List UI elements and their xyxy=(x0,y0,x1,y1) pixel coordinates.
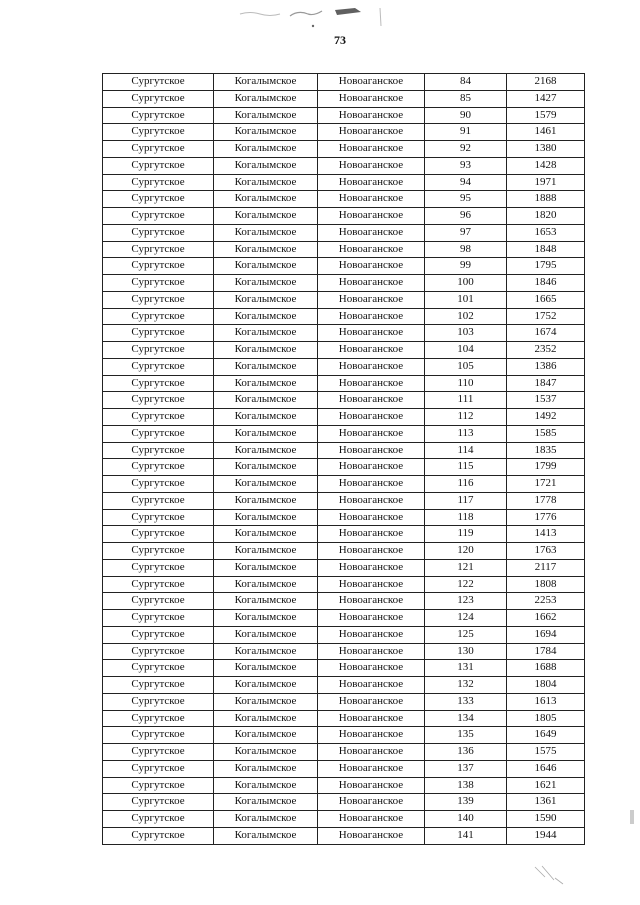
cell-value: 1413 xyxy=(507,526,585,543)
cell-value: 1694 xyxy=(507,626,585,643)
table-row xyxy=(103,325,585,342)
cell-region: Сургутское xyxy=(103,727,214,744)
cell-region: Сургутское xyxy=(103,559,214,576)
table-row xyxy=(103,710,585,727)
table-row xyxy=(103,593,585,610)
cell-number: 98 xyxy=(425,241,507,258)
cell-field: Новоаганское xyxy=(318,492,425,509)
cell-district: Когалымское xyxy=(214,375,318,392)
cell-district: Когалымское xyxy=(214,777,318,794)
cell-field: Новоаганское xyxy=(318,258,425,275)
cell-region: Сургутское xyxy=(103,811,214,828)
cell-number: 118 xyxy=(425,509,507,526)
cell-district: Когалымское xyxy=(214,626,318,643)
cell-region: Сургутское xyxy=(103,442,214,459)
cell-field: Новоаганское xyxy=(318,275,425,292)
table-row xyxy=(103,157,585,174)
cell-value: 1649 xyxy=(507,727,585,744)
table-row xyxy=(103,459,585,476)
cell-number: 140 xyxy=(425,811,507,828)
cell-number: 113 xyxy=(425,425,507,442)
table-row xyxy=(103,308,585,325)
table-row xyxy=(103,576,585,593)
data-table xyxy=(102,73,585,845)
cell-district: Когалымское xyxy=(214,425,318,442)
cell-value: 1752 xyxy=(507,308,585,325)
cell-number: 125 xyxy=(425,626,507,643)
cell-region: Сургутское xyxy=(103,543,214,560)
table-row xyxy=(103,760,585,777)
cell-district: Когалымское xyxy=(214,342,318,359)
cell-region: Сургутское xyxy=(103,358,214,375)
cell-value: 1808 xyxy=(507,576,585,593)
cell-value: 2253 xyxy=(507,593,585,610)
cell-field: Новоаганское xyxy=(318,157,425,174)
cell-value: 1846 xyxy=(507,275,585,292)
cell-region: Сургутское xyxy=(103,710,214,727)
cell-field: Новоаганское xyxy=(318,576,425,593)
cell-number: 123 xyxy=(425,593,507,610)
cell-field: Новоаганское xyxy=(318,141,425,158)
cell-district: Когалымское xyxy=(214,744,318,761)
cell-region: Сургутское xyxy=(103,241,214,258)
table-row xyxy=(103,693,585,710)
cell-region: Сургутское xyxy=(103,827,214,844)
cell-field: Новоаганское xyxy=(318,224,425,241)
cell-number: 119 xyxy=(425,526,507,543)
cell-value: 1427 xyxy=(507,90,585,107)
cell-value: 1380 xyxy=(507,141,585,158)
cell-value: 1590 xyxy=(507,811,585,828)
cell-region: Сургутское xyxy=(103,526,214,543)
cell-value: 1646 xyxy=(507,760,585,777)
cell-field: Новоаганское xyxy=(318,710,425,727)
cell-value: 1621 xyxy=(507,777,585,794)
cell-value: 1971 xyxy=(507,174,585,191)
cell-field: Новоаганское xyxy=(318,744,425,761)
cell-value: 2168 xyxy=(507,74,585,91)
cell-number: 136 xyxy=(425,744,507,761)
cell-field: Новоаганское xyxy=(318,459,425,476)
cell-district: Когалымское xyxy=(214,811,318,828)
cell-region: Сургутское xyxy=(103,626,214,643)
cell-number: 105 xyxy=(425,358,507,375)
cell-value: 1579 xyxy=(507,107,585,124)
table-row xyxy=(103,208,585,225)
cell-region: Сургутское xyxy=(103,191,214,208)
cell-value: 1361 xyxy=(507,794,585,811)
table-row xyxy=(103,509,585,526)
cell-district: Когалымское xyxy=(214,677,318,694)
cell-field: Новоаганское xyxy=(318,677,425,694)
cell-district: Когалымское xyxy=(214,593,318,610)
cell-number: 91 xyxy=(425,124,507,141)
cell-region: Сургутское xyxy=(103,492,214,509)
table-row xyxy=(103,74,585,91)
cell-number: 130 xyxy=(425,643,507,660)
cell-value: 1820 xyxy=(507,208,585,225)
table-row xyxy=(103,409,585,426)
cell-value: 1575 xyxy=(507,744,585,761)
cell-value: 1776 xyxy=(507,509,585,526)
cell-number: 104 xyxy=(425,342,507,359)
cell-field: Новоаганское xyxy=(318,90,425,107)
cell-region: Сургутское xyxy=(103,593,214,610)
cell-number: 111 xyxy=(425,392,507,409)
cell-region: Сургутское xyxy=(103,392,214,409)
cell-number: 100 xyxy=(425,275,507,292)
cell-number: 90 xyxy=(425,107,507,124)
cell-district: Когалымское xyxy=(214,760,318,777)
cell-district: Когалымское xyxy=(214,208,318,225)
cell-number: 103 xyxy=(425,325,507,342)
cell-field: Новоаганское xyxy=(318,124,425,141)
table-row xyxy=(103,626,585,643)
cell-value: 1799 xyxy=(507,459,585,476)
cell-district: Когалымское xyxy=(214,643,318,660)
cell-field: Новоаганское xyxy=(318,811,425,828)
cell-field: Новоаганское xyxy=(318,827,425,844)
cell-district: Когалымское xyxy=(214,392,318,409)
cell-value: 1613 xyxy=(507,693,585,710)
cell-district: Когалымское xyxy=(214,543,318,560)
table-row xyxy=(103,442,585,459)
cell-region: Сургутское xyxy=(103,576,214,593)
cell-region: Сургутское xyxy=(103,744,214,761)
cell-field: Новоаганское xyxy=(318,626,425,643)
table-row xyxy=(103,610,585,627)
page-number: 73 xyxy=(334,33,346,47)
cell-region: Сургутское xyxy=(103,325,214,342)
cell-district: Когалымское xyxy=(214,74,318,91)
cell-district: Когалымское xyxy=(214,191,318,208)
table-row xyxy=(103,224,585,241)
table-row xyxy=(103,241,585,258)
cell-value: 1944 xyxy=(507,827,585,844)
cell-district: Когалымское xyxy=(214,509,318,526)
table-row xyxy=(103,191,585,208)
cell-number: 101 xyxy=(425,291,507,308)
cell-value: 1778 xyxy=(507,492,585,509)
cell-district: Когалымское xyxy=(214,693,318,710)
cell-field: Новоаганское xyxy=(318,543,425,560)
cell-field: Новоаганское xyxy=(318,107,425,124)
cell-value: 1804 xyxy=(507,677,585,694)
table-row xyxy=(103,727,585,744)
cell-number: 131 xyxy=(425,660,507,677)
cell-field: Новоаганское xyxy=(318,794,425,811)
cell-number: 96 xyxy=(425,208,507,225)
cell-value: 1461 xyxy=(507,124,585,141)
cell-district: Когалымское xyxy=(214,141,318,158)
cell-district: Когалымское xyxy=(214,442,318,459)
table-row xyxy=(103,141,585,158)
cell-region: Сургутское xyxy=(103,90,214,107)
cell-field: Новоаганское xyxy=(318,643,425,660)
cell-region: Сургутское xyxy=(103,74,214,91)
cell-number: 99 xyxy=(425,258,507,275)
cell-region: Сургутское xyxy=(103,677,214,694)
cell-region: Сургутское xyxy=(103,660,214,677)
cell-number: 114 xyxy=(425,442,507,459)
cell-district: Когалымское xyxy=(214,124,318,141)
table-row xyxy=(103,124,585,141)
cell-value: 1763 xyxy=(507,543,585,560)
cell-district: Когалымское xyxy=(214,224,318,241)
cell-district: Когалымское xyxy=(214,526,318,543)
cell-value: 1492 xyxy=(507,409,585,426)
table-row xyxy=(103,643,585,660)
cell-region: Сургутское xyxy=(103,208,214,225)
table-row xyxy=(103,375,585,392)
cell-district: Когалымское xyxy=(214,459,318,476)
cell-value: 1662 xyxy=(507,610,585,627)
cell-district: Когалымское xyxy=(214,325,318,342)
cell-district: Когалымское xyxy=(214,610,318,627)
cell-district: Когалымское xyxy=(214,291,318,308)
cell-field: Новоаганское xyxy=(318,325,425,342)
table-row xyxy=(103,526,585,543)
cell-field: Новоаганское xyxy=(318,610,425,627)
cell-value: 1665 xyxy=(507,291,585,308)
table-row xyxy=(103,275,585,292)
cell-number: 94 xyxy=(425,174,507,191)
cell-number: 120 xyxy=(425,543,507,560)
cell-value: 2117 xyxy=(507,559,585,576)
cell-region: Сургутское xyxy=(103,693,214,710)
cell-number: 97 xyxy=(425,224,507,241)
cell-number: 85 xyxy=(425,90,507,107)
cell-region: Сургутское xyxy=(103,224,214,241)
cell-field: Новоаганское xyxy=(318,208,425,225)
cell-number: 110 xyxy=(425,375,507,392)
scan-corner-noise xyxy=(530,862,590,890)
cell-region: Сургутское xyxy=(103,409,214,426)
cell-value: 1835 xyxy=(507,442,585,459)
cell-district: Когалымское xyxy=(214,710,318,727)
cell-number: 95 xyxy=(425,191,507,208)
cell-district: Когалымское xyxy=(214,358,318,375)
cell-region: Сургутское xyxy=(103,342,214,359)
cell-field: Новоаганское xyxy=(318,559,425,576)
cell-number: 141 xyxy=(425,827,507,844)
cell-field: Новоаганское xyxy=(318,476,425,493)
table-row xyxy=(103,794,585,811)
cell-region: Сургутское xyxy=(103,141,214,158)
cell-region: Сургутское xyxy=(103,643,214,660)
cell-field: Новоаганское xyxy=(318,191,425,208)
cell-value: 1805 xyxy=(507,710,585,727)
cell-region: Сургутское xyxy=(103,291,214,308)
cell-value: 1795 xyxy=(507,258,585,275)
cell-value: 1537 xyxy=(507,392,585,409)
cell-district: Когалымское xyxy=(214,241,318,258)
cell-region: Сургутское xyxy=(103,777,214,794)
cell-field: Новоаганское xyxy=(318,375,425,392)
cell-number: 84 xyxy=(425,74,507,91)
table-row xyxy=(103,392,585,409)
cell-district: Когалымское xyxy=(214,559,318,576)
cell-district: Когалымское xyxy=(214,409,318,426)
cell-field: Новоаганское xyxy=(318,526,425,543)
cell-number: 134 xyxy=(425,710,507,727)
cell-region: Сургутское xyxy=(103,760,214,777)
cell-value: 1386 xyxy=(507,358,585,375)
cell-field: Новоаганское xyxy=(318,291,425,308)
table-row xyxy=(103,258,585,275)
cell-region: Сургутское xyxy=(103,157,214,174)
cell-number: 124 xyxy=(425,610,507,627)
cell-value: 2352 xyxy=(507,342,585,359)
cell-field: Новоаганское xyxy=(318,174,425,191)
cell-district: Когалымское xyxy=(214,476,318,493)
cell-region: Сургутское xyxy=(103,459,214,476)
cell-field: Новоаганское xyxy=(318,392,425,409)
cell-number: 137 xyxy=(425,760,507,777)
cell-district: Когалымское xyxy=(214,107,318,124)
cell-field: Новоаганское xyxy=(318,727,425,744)
cell-value: 1888 xyxy=(507,191,585,208)
table-row xyxy=(103,107,585,124)
cell-number: 117 xyxy=(425,492,507,509)
cell-number: 132 xyxy=(425,677,507,694)
table-row xyxy=(103,342,585,359)
cell-number: 138 xyxy=(425,777,507,794)
cell-region: Сургутское xyxy=(103,308,214,325)
scan-smudge xyxy=(230,2,410,32)
cell-value: 1848 xyxy=(507,241,585,258)
cell-field: Новоаганское xyxy=(318,509,425,526)
cell-field: Новоаганское xyxy=(318,425,425,442)
cell-region: Сургутское xyxy=(103,275,214,292)
table-row xyxy=(103,90,585,107)
cell-field: Новоаганское xyxy=(318,342,425,359)
cell-district: Когалымское xyxy=(214,174,318,191)
table-row xyxy=(103,492,585,509)
cell-field: Новоаганское xyxy=(318,241,425,258)
cell-region: Сургутское xyxy=(103,476,214,493)
table-row xyxy=(103,476,585,493)
cell-district: Когалымское xyxy=(214,90,318,107)
cell-field: Новоаганское xyxy=(318,74,425,91)
cell-field: Новоаганское xyxy=(318,308,425,325)
cell-value: 1688 xyxy=(507,660,585,677)
cell-field: Новоаганское xyxy=(318,660,425,677)
cell-number: 121 xyxy=(425,559,507,576)
table-row xyxy=(103,811,585,828)
cell-number: 122 xyxy=(425,576,507,593)
cell-number: 139 xyxy=(425,794,507,811)
cell-number: 112 xyxy=(425,409,507,426)
cell-district: Когалымское xyxy=(214,794,318,811)
cell-region: Сургутское xyxy=(103,794,214,811)
cell-district: Когалымское xyxy=(214,576,318,593)
cell-field: Новоаганское xyxy=(318,593,425,610)
cell-district: Когалымское xyxy=(214,258,318,275)
cell-field: Новоаганское xyxy=(318,777,425,794)
cell-number: 116 xyxy=(425,476,507,493)
cell-field: Новоаганское xyxy=(318,693,425,710)
cell-region: Сургутское xyxy=(103,107,214,124)
cell-region: Сургутское xyxy=(103,425,214,442)
table-body xyxy=(103,74,585,845)
cell-field: Новоаганское xyxy=(318,409,425,426)
cell-field: Новоаганское xyxy=(318,760,425,777)
cell-number: 135 xyxy=(425,727,507,744)
cell-value: 1847 xyxy=(507,375,585,392)
table-row xyxy=(103,827,585,844)
cell-region: Сургутское xyxy=(103,174,214,191)
cell-district: Когалымское xyxy=(214,308,318,325)
cell-value: 1784 xyxy=(507,643,585,660)
table-row xyxy=(103,677,585,694)
cell-region: Сургутское xyxy=(103,610,214,627)
cell-number: 92 xyxy=(425,141,507,158)
table-row xyxy=(103,543,585,560)
cell-value: 1674 xyxy=(507,325,585,342)
cell-region: Сургутское xyxy=(103,509,214,526)
cell-field: Новоаганское xyxy=(318,442,425,459)
scan-edge-mark xyxy=(630,810,634,824)
table-row xyxy=(103,425,585,442)
cell-region: Сургутское xyxy=(103,124,214,141)
cell-number: 115 xyxy=(425,459,507,476)
cell-region: Сургутское xyxy=(103,258,214,275)
cell-district: Когалымское xyxy=(214,157,318,174)
cell-district: Когалымское xyxy=(214,660,318,677)
table-row xyxy=(103,660,585,677)
cell-number: 102 xyxy=(425,308,507,325)
cell-region: Сургутское xyxy=(103,375,214,392)
cell-district: Когалымское xyxy=(214,827,318,844)
cell-district: Когалымское xyxy=(214,492,318,509)
cell-value: 1428 xyxy=(507,157,585,174)
cell-district: Когалымское xyxy=(214,275,318,292)
cell-value: 1721 xyxy=(507,476,585,493)
cell-district: Когалымское xyxy=(214,727,318,744)
cell-field: Новоаганское xyxy=(318,358,425,375)
table-row xyxy=(103,559,585,576)
table-row xyxy=(103,744,585,761)
table-row xyxy=(103,174,585,191)
table-row xyxy=(103,291,585,308)
cell-value: 1653 xyxy=(507,224,585,241)
cell-number: 93 xyxy=(425,157,507,174)
table-row xyxy=(103,358,585,375)
cell-value: 1585 xyxy=(507,425,585,442)
table-row xyxy=(103,777,585,794)
data-table-container xyxy=(102,73,585,845)
cell-number: 133 xyxy=(425,693,507,710)
